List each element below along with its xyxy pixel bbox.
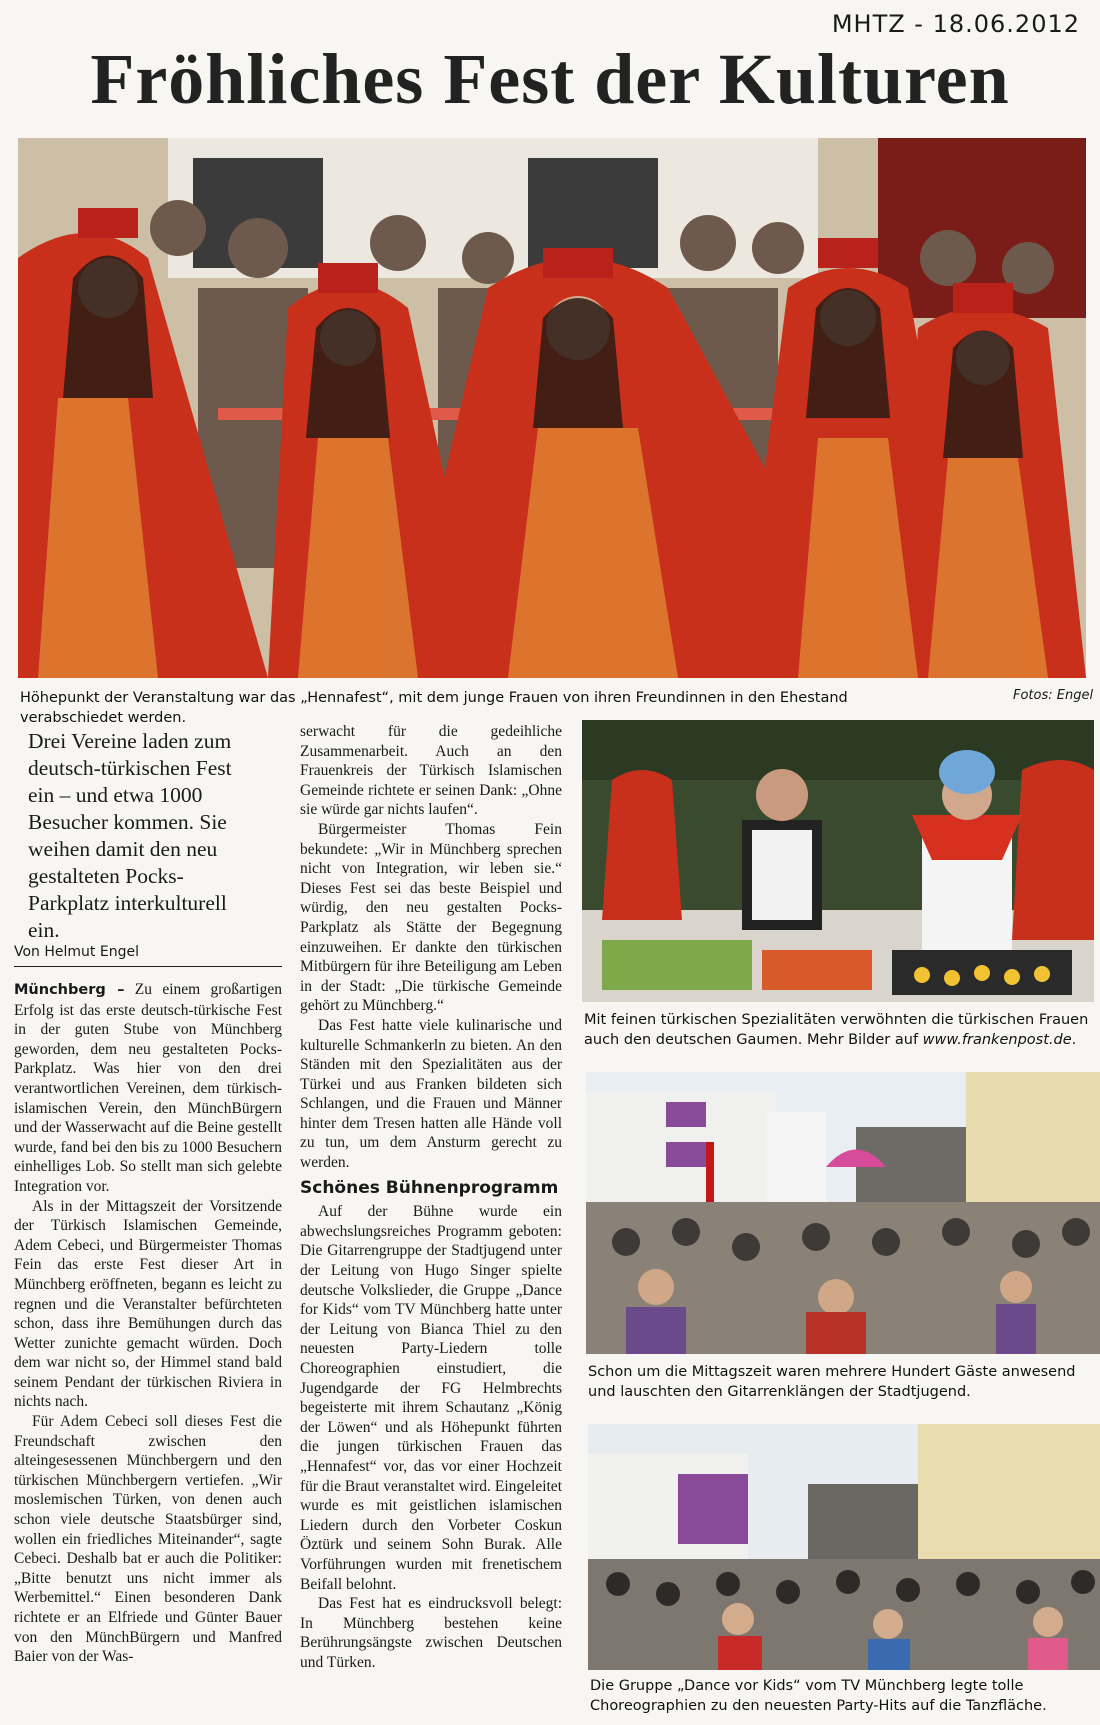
- byline-divider: [14, 966, 282, 967]
- subheading: Schönes Bühnenprogramm: [300, 1177, 559, 1198]
- paragraph: Bürgermeister Thomas Fein bekundete: „Wir in Münchberg sprechen nicht von Integration, wir leben sie.“ Dieses Fest sei das beste Beispiel und würdig, den neu gestalten Pocks-Parkplatz als Stätte der Begegnung einzuweihen. Er dankte den türkischen Mitbürgern für ihre Beteiligung am Leben in der Stadt: „Die türkische Gemeinde gehört zu Münchberg.“: [300, 820, 562, 1015]
- paragraph: serwacht für die gedeihliche Zusammenarbeit. Auch an den Frauenkreis der Türkisch Islamischen Gemeinde richtete er seinen Dank: „Ohne sie würde gar nichts laufen“.: [300, 723, 562, 819]
- paragraph: Auf der Bühne wurde ein abwechslungsreiches Programm geboten: Die Gitarrengruppe der Stadtjugend unter der Leitung von Hugo Singer spielte deutsche Volkslieder, die Gruppe „Dance for Kids“ vom TV Münchberg hatte unter der Leitung von Bianca Thiel zu den neuesten Party-Liedern tolle Choreographien einstudiert, die Jugendgarde der FG Helmbrechts begeisterte mit ihrem Schautanz „König der Löwen“ und als Höhepunkt führten die jungen türkischen Frauen das „Hennafest“ vor, das vor einer Hochzeit für die Braut veranstaltet wird. Eingeleitet wurde es mit geistlichen islamischen Liedern durch den Vorbeter Coskun Öztürk und seinem Sohn Burak. Alle Vorführungen wurden mit frenetischem Beifall belohnt.: [300, 1203, 562, 1593]
- article-column-1: [14, 980, 282, 1715]
- main-photo-caption: Höhepunkt der Veranstaltung war das „Hennafest“, mit dem junge Frauen von ihren Freundinnen in den Ehestand verabschiedet werden.: [20, 690, 848, 726]
- caption-text: Mit feinen türkischen Spezialitäten verwöhnten die türkischen Frauen auch den deutschen Gaumen. Mehr Bilder auf: [584, 1012, 1089, 1048]
- website-link[interactable]: www.frankenpost.de: [922, 1032, 1072, 1048]
- newspaper-source-date: MHTZ - 18.06.2012: [831, 10, 1080, 38]
- headline: Fröhliches Fest der Kulturen: [90, 39, 1010, 119]
- photo-crowd-square: [586, 1072, 1100, 1354]
- photo-dance-group: [588, 1424, 1100, 1670]
- paragraph-text: Zu einem großartigen Erfolg ist das erste deutsch-türkische Fest in der guten Stube von Münchberg geworden, dem neu gestalteten Pocks-Parkplatz. Was hier von den drei verantwortlichen Vereinen, dem türkisch-islamischen Verein, den MünchBürgern und der Wasserwacht auf die Beine gestellt wurde, fand bei den bis zu 1000 Besuchern einhelliges Lob. So stellt man sich gelebte Integration vor.: [14, 981, 282, 1195]
- paragraph: Das Fest hat es eindrucksvoll belegt: In Münchberg bestehen keine Berührungsängste zwischen Deutschen und Türken.: [300, 1595, 562, 1671]
- photo-dance-caption: Die Gruppe „Dance vor Kids“ vom TV Münchberg legte tolle Choreographien zu den neuesten Party-Hits auf die Tanzfläche.: [590, 1678, 1047, 1714]
- paragraph: Das Fest hatte viele kulinarische und kulturelle Schmankerln zu bieten. An den Ständen mit den Spezialitäten aus der Türkei und aus Franken bildeten sich Schlangen, und die Frauen und Männer hinter dem Tresen hatten alle Hände voll zu tun, um dem Ansturm gerecht zu werden.: [300, 1016, 562, 1172]
- paragraph: Als in der Mittagszeit der Vorsitzende der Türkisch Islamischen Gemeinde, Adem Cebeci, und Bürgermeister Thomas Fein das erste Fest dieser Art in Münchberg eröffneten, begann es leicht zu regnen und die Veranstalter befürchteten schon, dass ihre Bemühungen durch das Wetter zunichte gemacht würden. Doch dem war nicht so, der Himmel stand bald seinem Pendant der türkischen Riviera in nichts nach.: [14, 1197, 282, 1411]
- caption-end: .: [1071, 1032, 1077, 1048]
- article-intro: Drei Vereine laden zum deutsch-türkischen Fest ein – und etwa 1000 Besucher kommen. Sie weihen damit den neu gestalteten Pocks-Parkplatz interkulturell ein.: [28, 729, 232, 942]
- byline: Von Helmut Engel: [14, 944, 139, 960]
- photo-food-stall-caption: [584, 1010, 1096, 1050]
- photo-food-stall: [582, 720, 1094, 1002]
- article-column-2: [300, 722, 562, 1717]
- photo-crowd-caption: Schon um die Mittagszeit waren mehrere Hundert Gäste anwesend und lauschten den Gitarrenklängen der Stadtjugend.: [588, 1364, 1076, 1400]
- paragraph: [14, 980, 282, 1197]
- main-photo-henna-dancers: [18, 138, 1086, 678]
- photo-credit: Fotos: Engel: [1013, 688, 1094, 703]
- paragraph: Für Adem Cebeci soll dieses Fest die Freundschaft zwischen den alteingesessenen Münchbergern und den türkischen Münchbergern vertiefen. „Wir moslemischen Türken, von denen auch schon viele deutsche Staatsbürger sind, wollen ein friedliches Miteinander“, sagte Cebeci. Deshalb bat er auch die Politiker: „Bitte benutzt uns nicht immer als Werbemittel.“ Einen besonderen Dank richtete er an Elfriede und Günter Bauer von den MünchBürgern und Manfred Baier von der Was-: [14, 1413, 282, 1666]
- dateline: Münchberg –: [14, 982, 125, 998]
